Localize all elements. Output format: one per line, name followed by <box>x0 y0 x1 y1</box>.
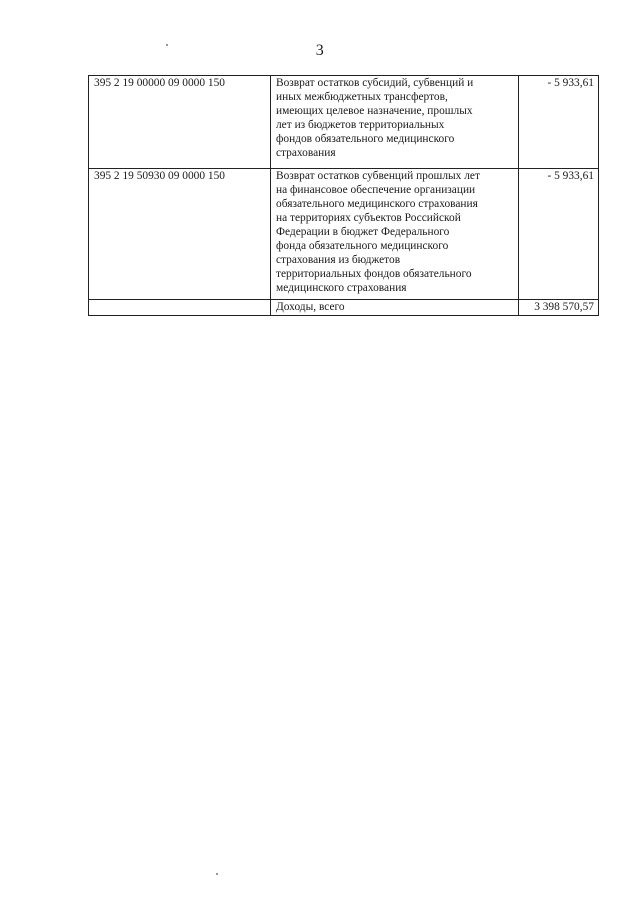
description-cell <box>271 169 519 300</box>
table-row <box>89 169 599 300</box>
total-amount-cell: 3 398 570,57 <box>519 300 599 316</box>
amount-cell: - 5 933,61 <box>519 76 599 169</box>
scan-speck-bottom <box>216 873 218 875</box>
budget-code-cell: 395 2 19 50930 09 0000 150 <box>89 169 271 300</box>
description-text: Возврат остатков субсидий, субвенций и иных межбюджетных трансфертов, имеющих целевое назначение, прошлых лет из бюджетов территориальных фондов обязательного медицинского страхования <box>276 77 474 159</box>
total-row <box>89 300 599 316</box>
total-label-cell: Доходы, всего <box>271 300 519 316</box>
description-text: Возврат остатков субвенций прошлых лет на финансовое обеспечение организации обязательного медицинского страхования на территориях субъектов Российской Федерации в бюджет Федерального фонда обязательного медицинского страхования из бюджетов территориальных фондов обязательного медицинского страхования <box>276 170 480 294</box>
table-row <box>89 76 599 169</box>
description-cell <box>271 76 519 169</box>
total-code-cell <box>89 300 271 316</box>
budget-code-cell: 395 2 19 00000 09 0000 150 <box>89 76 271 169</box>
amount-cell: - 5 933,61 <box>519 169 599 300</box>
income-table <box>88 75 599 316</box>
page-number: 3 <box>315 42 325 59</box>
